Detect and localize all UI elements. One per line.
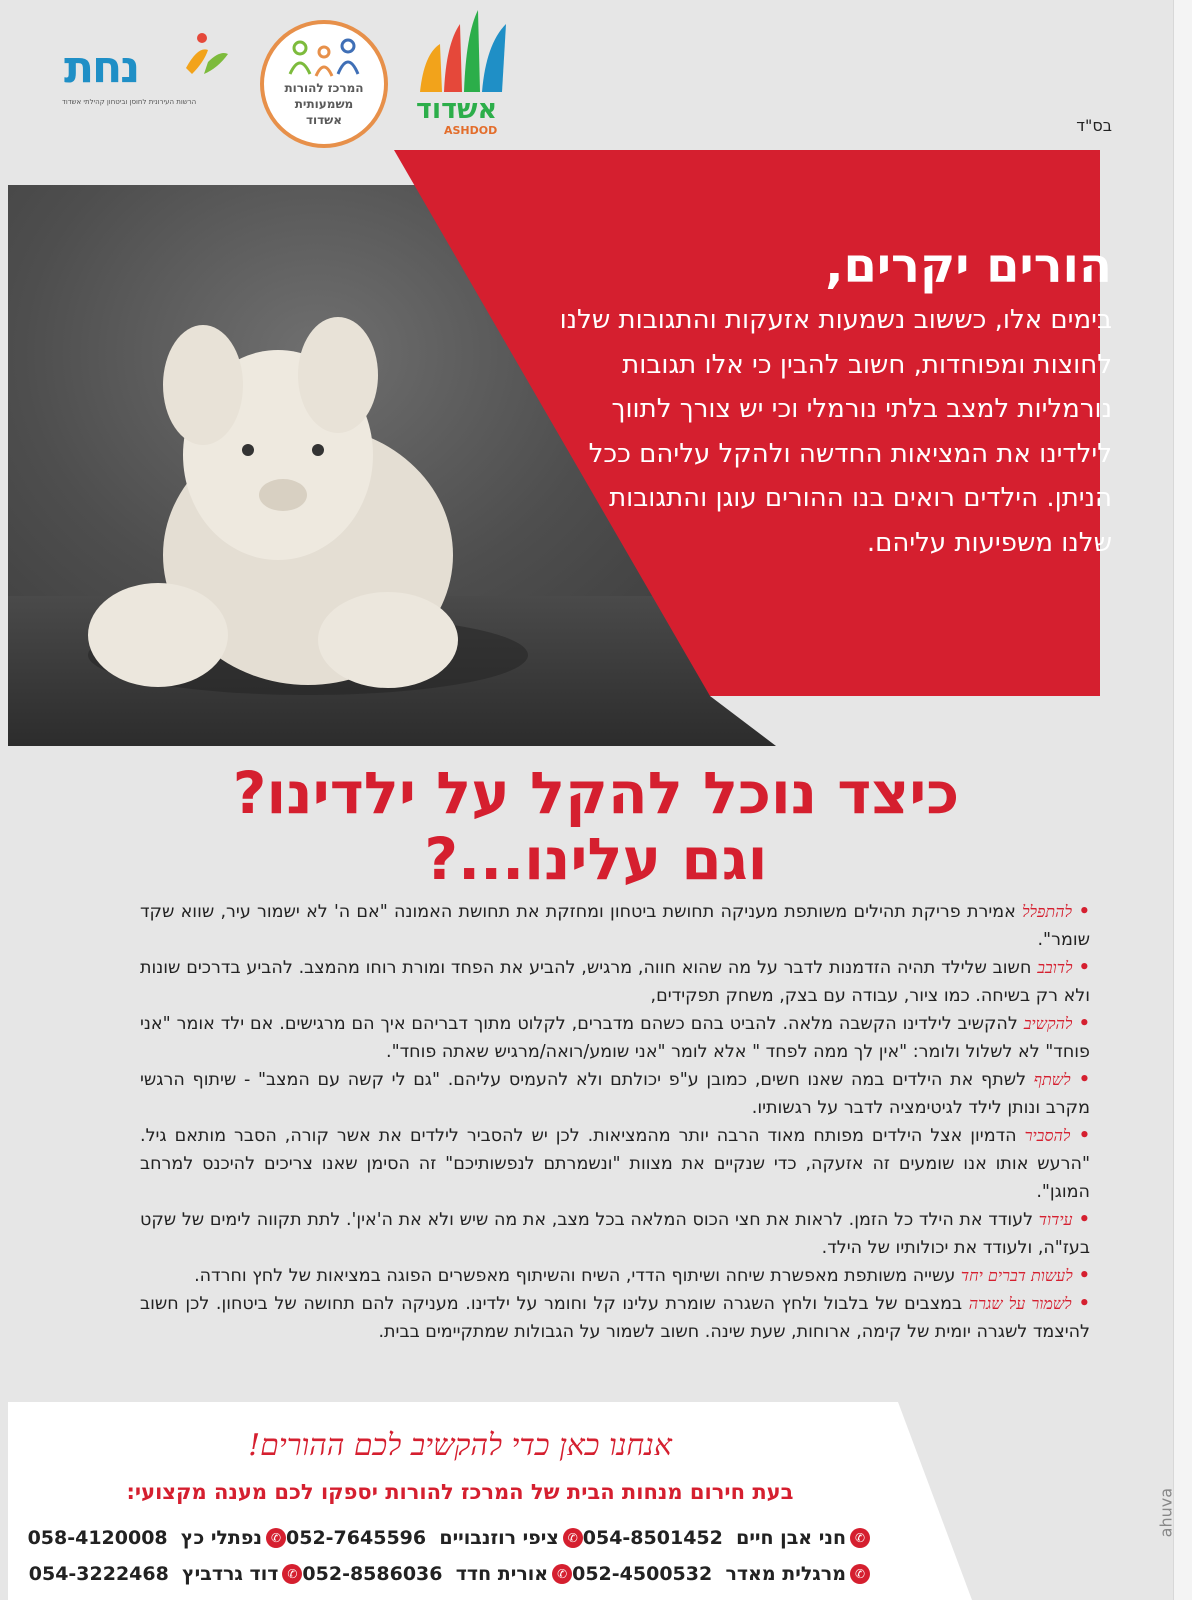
bullet-icon: • xyxy=(1072,1014,1090,1034)
designer-brand: ahuva xyxy=(1156,1488,1175,1538)
contact-phone[interactable]: 054-8501452 xyxy=(582,1527,723,1549)
headline-line2: וגם עלינו...? xyxy=(424,825,768,893)
tip-text: לעודד את הילד כל הזמן. לראות את חצי הכוס המלאה בכל מצב, את מה שיש ולא את ה'אין'. לתת תקווה לימים של שקט בעז"ה, ולעודד את יכולותיו של הילד. xyxy=(140,1210,1090,1258)
contact-item[interactable] xyxy=(302,1563,572,1585)
bsd-mark: בס"ד xyxy=(1076,116,1112,135)
tip-item xyxy=(140,1122,1090,1206)
ashdod-logo xyxy=(414,4,510,138)
bullet-icon: • xyxy=(1072,1266,1090,1286)
tip-text: להקשיב לילדינו הקשבה מלאה. להביט בהם כשהם מדברים, לקלוט מתוך דבריהם איך הם מרגישים. אם ילד אומר "אני פוחד" לא לשלול ולומר: "אין לך ממה לפחד " אלא לומר "אני שומע/רואה/מרגיש שאתה פוחד". xyxy=(140,1014,1090,1062)
tip-keyword: לדובב xyxy=(1037,958,1073,977)
footer-slogan: אנחנו כאן כדי להקשיב לכם ההורים! xyxy=(248,1428,672,1463)
tip-item xyxy=(140,1290,1090,1346)
ashdod-english: ASHDOD xyxy=(444,124,498,137)
tip-text: לשתף את הילדים במה שאנו חשים, כמובן ע"פ יכולתם ולא להעמיס עליהם. "גם לי קשה עם המצב" - שיתוף הרגשי מקרב ונותן לילד לגיטימציה לדבר על רגשותיו. xyxy=(140,1070,1090,1118)
main-headline xyxy=(0,760,1192,892)
contact-item[interactable] xyxy=(583,1527,870,1549)
contact-phone[interactable]: 052-4500532 xyxy=(572,1563,713,1585)
contact-item[interactable] xyxy=(572,1563,870,1585)
tip-keyword: לשמור על שגרה xyxy=(968,1294,1072,1313)
contact-item[interactable] xyxy=(28,1527,286,1549)
footer-subslogan: בעת חירום מנחות הבית של המרכז להורות יספקו לכם מענה מקצועי: xyxy=(126,1480,794,1504)
ashdod-hebrew: אשדוד xyxy=(416,94,498,125)
contact-phone[interactable]: 052-7645596 xyxy=(286,1527,427,1549)
contact-name: דוד גרדביץ xyxy=(182,1563,279,1585)
center-line3: אשדוד xyxy=(305,113,343,127)
contact-item[interactable] xyxy=(286,1527,583,1549)
tip-keyword: להסביר xyxy=(1024,1126,1071,1145)
tip-item xyxy=(140,1206,1090,1262)
contact-name: אורית חדד xyxy=(455,1563,549,1585)
center-line2: משמעותית xyxy=(294,97,354,111)
tip-text: אמירת פריקת תהילים משותפת מעניקה תחושת ביטחון ומחזקת את תחושת האמונה "אם ה' לא ישמור עיר, שווא שקד שומר". xyxy=(140,902,1090,950)
hero-body: בימים אלו, כששוב נשמעות אזעקות והתגובות שלנו לחוצות ומפוחדות, חשוב להבין כי אלו תגובות נורמליות למצב בלתי נורמלי וכי יש צורך לתווך לילדינו את המציאות החדשה ולהקל עליהם ככל הניתן. הילדים רואים בנו ההורים עוגן והתגובות שלנו משפיעות עליהם. xyxy=(559,305,1112,558)
contacts-row xyxy=(28,1556,870,1592)
ashdod-emblem-icon xyxy=(414,4,510,96)
nachat-logo xyxy=(58,28,230,118)
parenting-center-name xyxy=(264,80,384,128)
tip-item xyxy=(140,898,1090,954)
tip-text: הדמיון אצל הילדים מפותח מאוד הרבה יותר מהמציאות. לכן יש להסביר לילדים את אשר קורה, הסבר מותאם גיל. "הרעש אותו אנו שומעים זה אזעקה, כדי שנקיים את מצוות "ונשמרתם לנפשותיכם" זה הסימן שאנו צריכים להיכנס למרחב המוגן". xyxy=(140,1126,1090,1202)
contact-phone[interactable]: 054-3222468 xyxy=(28,1563,169,1585)
tip-item xyxy=(140,1262,1090,1290)
contact-phone[interactable]: 058-4120008 xyxy=(27,1527,168,1549)
phone-icon: ✆ xyxy=(282,1564,302,1584)
nachat-wordmark: נחת xyxy=(64,42,139,93)
bullet-icon: • xyxy=(1072,958,1090,978)
bullet-icon: • xyxy=(1071,1294,1090,1314)
tip-text: עשייה משותפת מאפשרת שיחה ושיתוף הדדי, השיח והשיתוף מאפשרים הפוגה במציאות של לחץ וחרדה. xyxy=(194,1266,956,1286)
tip-item xyxy=(140,1010,1090,1066)
tip-keyword: עידוד xyxy=(1038,1210,1073,1229)
phone-icon: ✆ xyxy=(552,1564,572,1584)
tip-item xyxy=(140,1066,1090,1122)
bullet-icon: • xyxy=(1072,1210,1090,1230)
parenting-center-logo xyxy=(260,20,388,148)
headline-line1: כיצד נוכל להקל על ילדינו? xyxy=(232,759,960,827)
center-line1: המרכז להורות xyxy=(284,81,364,95)
contact-name: חני אבן חיים xyxy=(736,1527,846,1549)
tip-keyword: לשתף xyxy=(1033,1070,1071,1089)
phone-icon: ✆ xyxy=(850,1564,870,1584)
phone-icon: ✆ xyxy=(563,1528,583,1548)
contact-name: ציפי רוזנבויים xyxy=(439,1527,559,1549)
tips-list xyxy=(140,898,1090,1346)
phone-icon: ✆ xyxy=(266,1528,286,1548)
contact-name: מרגלית מאדר xyxy=(725,1563,846,1585)
family-figures-icon xyxy=(264,30,384,86)
tip-keyword: להקשיב xyxy=(1023,1014,1073,1033)
bullet-icon: • xyxy=(1072,902,1090,922)
contacts-row xyxy=(27,1520,870,1556)
contact-item[interactable] xyxy=(29,1563,303,1585)
bullet-icon: • xyxy=(1070,1070,1090,1090)
contact-phone[interactable]: 052-8586036 xyxy=(302,1563,443,1585)
contacts-list xyxy=(27,1520,870,1592)
tip-keyword: להתפלל xyxy=(1022,902,1073,921)
phone-icon: ✆ xyxy=(850,1528,870,1548)
hero-title: הורים יקרים, xyxy=(825,238,1112,294)
tip-text: חשוב שלילד תהיה הזדמנות לדבר על מה שהוא חווה, מרגיש, להביע את הפחד ומורת רוחו מהמצב. להביע בדרכים שונות ולא רק בשיחה. כמו ציור, עבודה עם בצק, משחק תפקידים, xyxy=(140,958,1090,1006)
tip-item xyxy=(140,954,1090,1010)
nachat-subtitle: הרשות העירונית לחוסן וביטחון קהילתי אשדוד xyxy=(62,98,197,106)
contact-name: נפתלי כץ xyxy=(180,1527,263,1549)
tip-keyword: לעשות דברים יחד xyxy=(960,1266,1073,1285)
bullet-icon: • xyxy=(1070,1126,1091,1146)
tip-text: במצבים של בלבול ולחץ השגרה שומרת עלינו קל וחומר על ילדינו. מעניקה להם תחושה של ביטחון. לכן חשוב להיצמד לשגרה יומית של קימה, ארוחות, שעת שינה. חשוב לשמור על הגבולות שמתקיימים בבית. xyxy=(140,1294,1090,1342)
